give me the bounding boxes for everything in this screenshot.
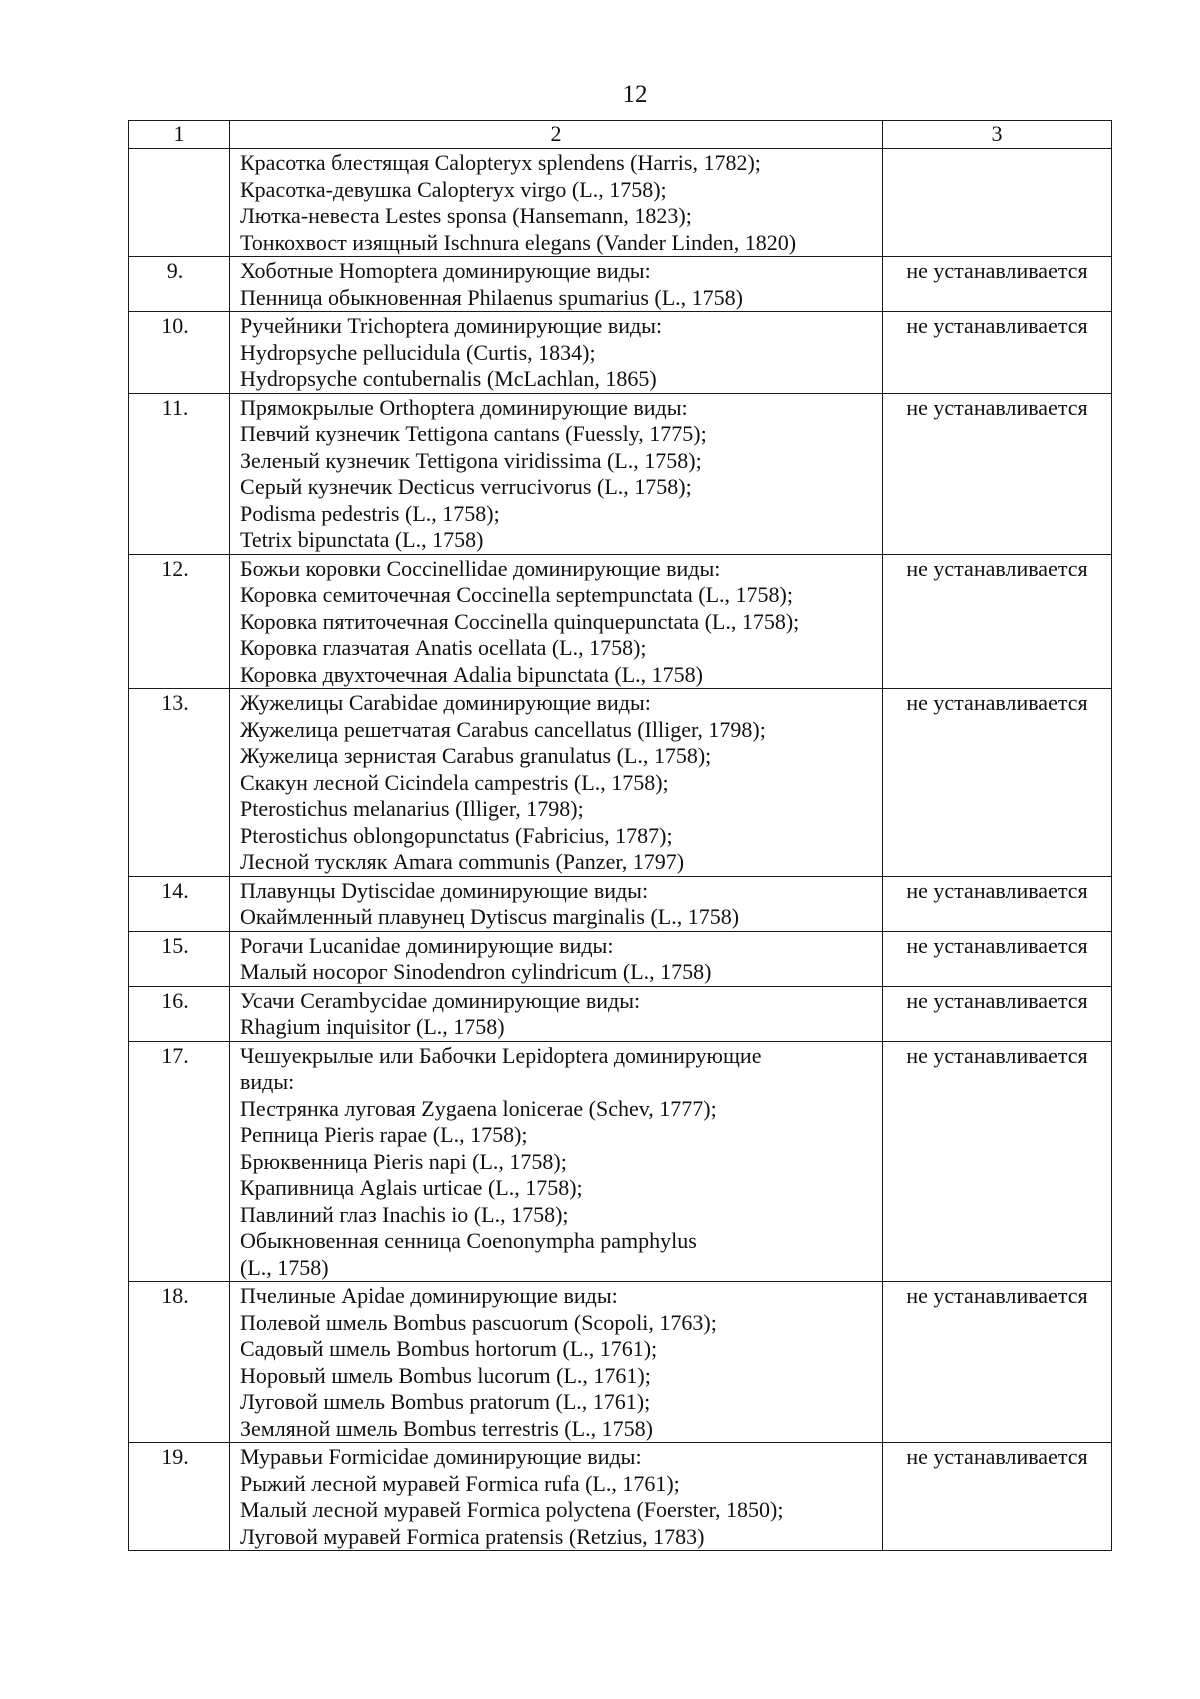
description-line: Плавунцы Dytiscidae доминирующие виды: bbox=[240, 877, 649, 903]
table-row bbox=[129, 312, 1112, 394]
description-line: Pterostichus oblongopunctatus (Fabricius, 1787); bbox=[240, 822, 673, 848]
norm-status: не устанавливается bbox=[883, 876, 1112, 931]
description-line: Луговой шмель Bombus pratorum (L., 1761); bbox=[240, 1389, 651, 1414]
row-number: 13. bbox=[129, 689, 230, 877]
description-line: Божьи коровки Coccinellidae доминирующие виды: bbox=[240, 555, 721, 581]
species-description bbox=[230, 554, 883, 689]
row-number: 16. bbox=[129, 986, 230, 1041]
description-line: Пестрянка луговая Zygaena lonicerae (Schev, 1777); bbox=[240, 1095, 717, 1121]
description-line: Хоботные Homoptera доминирующие виды: bbox=[240, 258, 651, 283]
row-number: 11. bbox=[129, 393, 230, 554]
table-row bbox=[129, 393, 1112, 554]
norm-status: не устанавливается bbox=[883, 931, 1112, 986]
table-row bbox=[129, 931, 1112, 986]
description-line: Pterostichus melanarius (Illiger, 1798); bbox=[240, 796, 584, 821]
row-number: 14. bbox=[129, 876, 230, 931]
norm-status: не устанавливается bbox=[883, 554, 1112, 689]
description-line: Hydropsyche pellucidula (Curtis, 1834); bbox=[240, 339, 596, 365]
row-number: 19. bbox=[129, 1443, 230, 1551]
description-line: Земляной шмель Bombus terrestris (L., 1758) bbox=[240, 1415, 653, 1441]
description-line: Жужелица решетчатая Carabus cancellatus (Illiger, 1798); bbox=[240, 716, 766, 742]
description-line: Пчелиные Apidae доминирующие виды: bbox=[240, 1283, 618, 1308]
species-description bbox=[230, 149, 883, 257]
species-description bbox=[230, 312, 883, 394]
column-header: 1 bbox=[129, 121, 230, 149]
description-line: Малый лесной муравей Formica polyctena (Foerster, 1850); bbox=[240, 1497, 784, 1522]
species-description bbox=[230, 1041, 883, 1282]
norm-status: не устанавливается bbox=[883, 393, 1112, 554]
species-description bbox=[230, 1282, 883, 1443]
description-line: Красотка блестящая Calopteryx splendens (Harris, 1782); bbox=[240, 150, 761, 175]
description-line: Серый кузнечик Decticus verrucivorus (L., 1758); bbox=[240, 474, 692, 499]
page-number: 12 bbox=[622, 81, 648, 108]
table-body bbox=[129, 149, 1112, 1551]
description-line: Лютка-невеста Lestes sponsa (Hansemann, 1823); bbox=[240, 203, 692, 228]
description-line: Полевой шмель Bombus pascuorum (Scopoli, 1763); bbox=[240, 1309, 717, 1335]
description-line: Луговой муравей Formica pratensis (Retzius, 1783) bbox=[240, 1523, 705, 1549]
table-row bbox=[129, 149, 1112, 257]
norm-status: не устанавливается bbox=[883, 986, 1112, 1041]
description-line: Муравьи Formicidae доминирующие виды: bbox=[240, 1444, 642, 1469]
description-line: Красотка-девушка Calopteryx virgo (L., 1758); bbox=[240, 176, 667, 202]
description-line: Коровка семиточечная Coccinella septempunctata (L., 1758); bbox=[240, 582, 793, 607]
description-line: Скакун лесной Cicindela campestris (L., 1758); bbox=[240, 769, 669, 795]
description-line: виды: bbox=[240, 1069, 295, 1094]
description-line: Зеленый кузнечик Tettigona viridissima (L., 1758); bbox=[240, 447, 702, 473]
table-row bbox=[129, 986, 1112, 1041]
description-line: Прямокрылые Orthoptera доминирующие виды: bbox=[240, 394, 688, 420]
species-description bbox=[230, 689, 883, 877]
species-description bbox=[230, 986, 883, 1041]
table-header-row bbox=[129, 121, 1112, 149]
description-line: Rhagium inquisitor (L., 1758) bbox=[240, 1014, 505, 1039]
species-description bbox=[230, 393, 883, 554]
description-line: Ручейники Trichoptera доминирующие виды: bbox=[240, 313, 663, 338]
description-line: Павлиний глаз Inachis io (L., 1758); bbox=[240, 1201, 569, 1227]
row-number: 18. bbox=[129, 1282, 230, 1443]
table-row bbox=[129, 257, 1112, 312]
description-line: Коровка двухточечная Adalia bipunctata (L., 1758) bbox=[240, 661, 703, 687]
table-row bbox=[129, 1041, 1112, 1282]
table-row bbox=[129, 876, 1112, 931]
row-number: 10. bbox=[129, 312, 230, 394]
norm-status: не устанавливается bbox=[883, 312, 1112, 394]
column-header: 2 bbox=[230, 121, 883, 149]
description-line: Лесной тускляк Amara communis (Panzer, 1797) bbox=[240, 849, 685, 874]
description-line: Окаймленный плавунец Dytiscus marginalis (L., 1758) bbox=[240, 904, 740, 929]
column-header: 3 bbox=[883, 121, 1112, 149]
description-line: Жужелицы Carabidae доминирующие виды: bbox=[240, 690, 651, 715]
norm-status: не устанавливается bbox=[883, 1041, 1112, 1282]
norm-status: не устанавливается bbox=[883, 1282, 1112, 1443]
table-row bbox=[129, 1443, 1112, 1551]
description-line: Брюквенница Pieris napi (L., 1758); bbox=[240, 1148, 567, 1174]
description-line: Чешуекрылые или Бабочки Lepidoptera доминирующие bbox=[240, 1042, 762, 1068]
description-line: Крапивница Aglais urticae (L., 1758); bbox=[240, 1175, 583, 1200]
species-description bbox=[230, 257, 883, 312]
species-description bbox=[230, 931, 883, 986]
norm-status: не устанавливается bbox=[883, 257, 1112, 312]
description-line: (L., 1758) bbox=[240, 1254, 329, 1280]
description-line: Рогачи Lucanidae доминирующие виды: bbox=[240, 932, 614, 958]
description-line: Тонкохвост изящный Ischnura elegans (Vander Linden, 1820) bbox=[240, 229, 797, 255]
description-line: Рыжий лесной муравей Formica rufa (L., 1761); bbox=[240, 1470, 680, 1496]
row-number bbox=[129, 149, 230, 257]
description-line: Усачи Cerambycidae доминирующие виды: bbox=[240, 987, 641, 1013]
row-number: 17. bbox=[129, 1041, 230, 1282]
description-line: Певчий кузнечик Tettigona cantans (Fuessly, 1775); bbox=[240, 421, 707, 446]
description-line: Коровка пятиточечная Coccinella quinquepunctata (L., 1758); bbox=[240, 608, 800, 634]
species-description bbox=[230, 1443, 883, 1551]
description-line: Hydropsyche contubernalis (McLachlan, 1865) bbox=[240, 366, 657, 391]
description-line: Норовый шмель Bombus lucorum (L., 1761); bbox=[240, 1362, 651, 1388]
row-number: 9. bbox=[129, 257, 230, 312]
description-line: Пенница обыкновенная Philaenus spumarius (L., 1758) bbox=[240, 284, 743, 310]
row-number: 15. bbox=[129, 931, 230, 986]
description-line: Обыкновенная сенница Coenonympha pamphylus bbox=[240, 1228, 697, 1253]
species-description bbox=[230, 876, 883, 931]
norm-status: не устанавливается bbox=[883, 689, 1112, 877]
description-line: Садовый шмель Bombus hortorum (L., 1761); bbox=[240, 1336, 658, 1361]
description-line: Коровка глазчатая Anatis ocellata (L., 1758); bbox=[240, 635, 647, 660]
description-line: Podisma pedestris (L., 1758); bbox=[240, 500, 500, 526]
description-line: Репница Pieris rapae (L., 1758); bbox=[240, 1122, 528, 1147]
table-row bbox=[129, 554, 1112, 689]
norm-status: не устанавливается bbox=[883, 1443, 1112, 1551]
description-line: Жужелица зернистая Carabus granulatus (L., 1758); bbox=[240, 743, 712, 768]
norm-status bbox=[883, 149, 1112, 257]
table-row bbox=[129, 1282, 1112, 1443]
description-line: Малый носорог Sinodendron cylindricum (L., 1758) bbox=[240, 959, 712, 984]
row-number: 12. bbox=[129, 554, 230, 689]
table-row bbox=[129, 689, 1112, 877]
description-line: Tetrix bipunctata (L., 1758) bbox=[240, 527, 484, 552]
species-table bbox=[128, 120, 1112, 1551]
